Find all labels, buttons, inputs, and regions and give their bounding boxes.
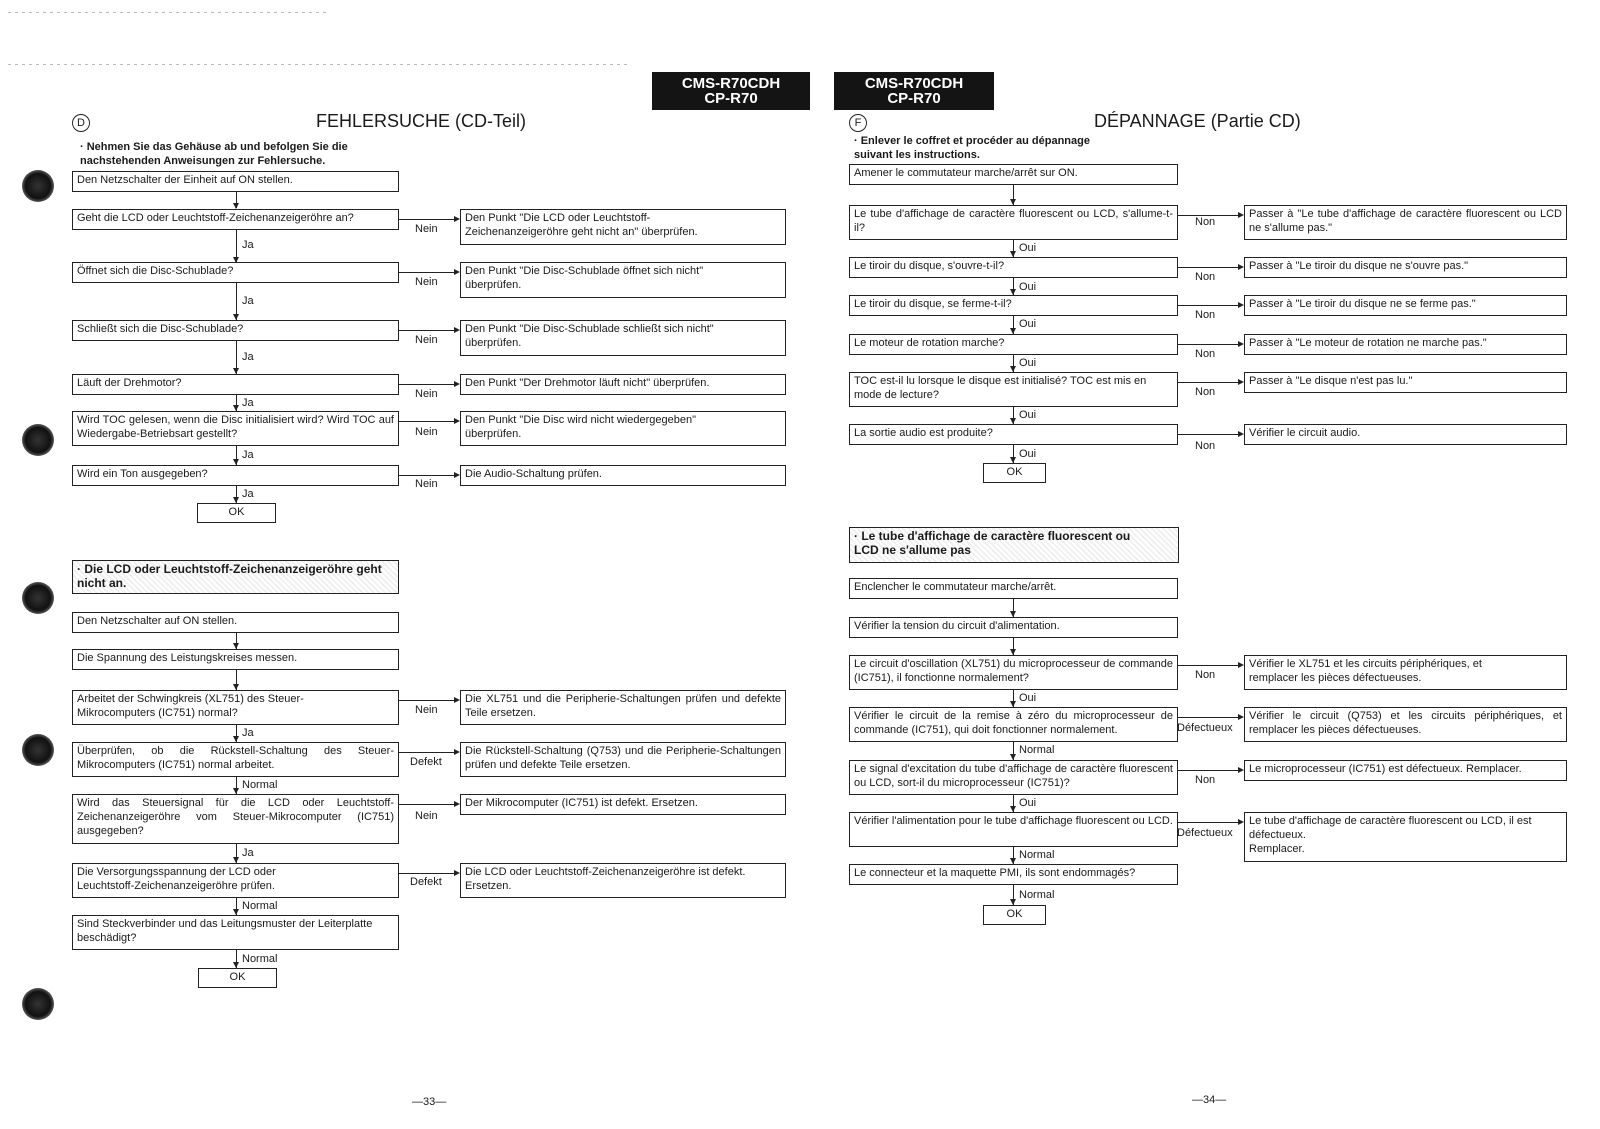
flow-action: Den Punkt "Die Disc-Schublade schließt sich nicht" überprüfen. bbox=[460, 320, 786, 356]
branch-label: Nein bbox=[415, 334, 438, 346]
flow-question: Le circuit d'oscillation (XL751) du microprocesseur de commande (IC751), il fonctionne normalement? bbox=[849, 655, 1178, 690]
binder-hole bbox=[22, 988, 54, 1020]
flow-question: Öffnet sich die Disc-Schublade? bbox=[72, 262, 399, 283]
flow-ok: OK bbox=[983, 463, 1046, 483]
branch-label: Nein bbox=[415, 478, 438, 490]
flow-question: Arbeitet der Schwingkreis (XL751) des Steuer- Mikrocomputers (IC751) normal? bbox=[72, 690, 399, 725]
flow-question: Le tiroir du disque, s'ouvre-t-il? bbox=[849, 257, 1178, 278]
flow-action: Die Audio-Schaltung prüfen. bbox=[460, 465, 786, 486]
section-heading: · Le tube d'affichage de caractère fluorescent ou LCD ne s'allume pas bbox=[849, 527, 1179, 563]
flow-question: Le signal d'excitation du tube d'affichage de caractère fluorescent ou LCD, sort-il du microprocesseur (IC751)? bbox=[849, 760, 1178, 795]
flow-action: Le tube d'affichage de caractère fluorescent ou LCD, il est défectueux. Remplacer. bbox=[1244, 812, 1567, 862]
branch-label: Defekt bbox=[410, 756, 442, 768]
flow-question: Vérifier le circuit de la remise à zéro du microprocesseur de commande (IC751), qui doit fonctionner normalement. bbox=[849, 707, 1178, 742]
flow-action: Le microprocesseur (IC751) est défectueux. Remplacer. bbox=[1244, 760, 1567, 781]
flow-question: Wird das Steuersignal für die LCD oder Leuchtstoff-Zeichenanzeigeröhre vom Steuer-Mikrocomputer (IC751) ausgegeben? bbox=[72, 794, 399, 844]
flow-action: Den Punkt "Die LCD oder Leuchtstoff- Zeichenanzeigeröhre geht nicht an" überprüfen. bbox=[460, 209, 786, 245]
branch-label: Nein bbox=[415, 704, 438, 716]
flow-action: Den Punkt "Der Drehmotor läuft nicht" überprüfen. bbox=[460, 374, 786, 395]
branch-label: Oui bbox=[1019, 281, 1037, 293]
branch-label: Non bbox=[1195, 216, 1216, 228]
branch-label: Normal bbox=[242, 779, 278, 791]
branch-label: Nein bbox=[415, 426, 438, 438]
branch-label: Nein bbox=[415, 223, 438, 235]
branch-label: Oui bbox=[1019, 318, 1037, 330]
flow-question: Wird TOC gelesen, wenn die Disc initialisiert wird? Wird TOC auf Wiedergabe-Betriebsart gestellt? bbox=[72, 411, 399, 446]
flow-step: Die Versorgungsspannung der LCD oder Leuchtstoff-Zeichenanzeigeröhre prüfen. bbox=[72, 863, 399, 898]
intro-text: · Nehmen Sie das Gehäuse ab und befolgen Sie die nachstehenden Anweisungen zur Fehlersuche. bbox=[80, 141, 348, 167]
section-letter: D bbox=[72, 114, 90, 132]
flow-ok: OK bbox=[983, 905, 1046, 925]
branch-label: Ja bbox=[242, 727, 254, 739]
scan-noise bbox=[8, 64, 628, 65]
branch-label: Non bbox=[1195, 774, 1216, 786]
branch-label: Oui bbox=[1019, 797, 1037, 809]
branch-label: Normal bbox=[1019, 744, 1055, 756]
branch-label: Nein bbox=[415, 388, 438, 400]
branch-label: Ja bbox=[242, 449, 254, 461]
binder-hole bbox=[22, 170, 54, 202]
flow-step: Vérifier la tension du circuit d'alimentation. bbox=[849, 617, 1178, 638]
branch-label: Non bbox=[1195, 386, 1216, 398]
flow-step: Den Netzschalter der Einheit auf ON stellen. bbox=[72, 171, 399, 192]
flow-action: Den Punkt "Die Disc-Schublade öffnet sich nicht" überprüfen. bbox=[460, 262, 786, 298]
flow-action: Die Rückstell-Schaltung (Q753) und die Peripherie-Schaltungen prüfen und defekte Teile ersetzen. bbox=[460, 742, 786, 777]
model-header-right: CMS-R70CDH CP-R70 bbox=[834, 72, 994, 110]
scan-noise bbox=[8, 12, 328, 13]
flow-action: Vérifier le XL751 et les circuits périphériques, et remplacer les pièces défectueuses. bbox=[1244, 655, 1567, 690]
flow-step: Die Spannung des Leistungskreises messen. bbox=[72, 649, 399, 670]
flow-action: Passer à "Le tiroir du disque ne s'ouvre pas." bbox=[1244, 257, 1567, 278]
branch-label: Normal bbox=[1019, 849, 1055, 861]
flow-action: Der Mikrocomputer (IC751) ist defekt. Ersetzen. bbox=[460, 794, 786, 815]
page-title: FEHLERSUCHE (CD-Teil) bbox=[316, 111, 527, 131]
flow-question: Schließt sich die Disc-Schublade? bbox=[72, 320, 399, 341]
page-title: DÉPANNAGE (Partie CD) bbox=[1094, 111, 1301, 131]
branch-label: Ja bbox=[242, 239, 254, 251]
flow-action: Passer à "Le tiroir du disque ne se ferme pas." bbox=[1244, 295, 1567, 316]
branch-label: Normal bbox=[1019, 889, 1055, 901]
branch-label: Oui bbox=[1019, 242, 1037, 254]
branch-label: Défectueux bbox=[1177, 722, 1233, 734]
flow-question: La sortie audio est produite? bbox=[849, 424, 1178, 445]
flow-question: Wird ein Ton ausgegeben? bbox=[72, 465, 399, 486]
flow-question: Le tube d'affichage de caractère fluorescent ou LCD, s'allume-t-il? bbox=[849, 205, 1178, 240]
page-number: —33— bbox=[412, 1096, 447, 1108]
flow-question: Le moteur de rotation marche? bbox=[849, 334, 1178, 355]
binder-hole bbox=[22, 734, 54, 766]
flow-question: Läuft der Drehmotor? bbox=[72, 374, 399, 395]
branch-label: Ja bbox=[242, 397, 254, 409]
branch-label: Non bbox=[1195, 309, 1216, 321]
branch-label: Non bbox=[1195, 271, 1216, 283]
page-number: —34— bbox=[1192, 1094, 1227, 1106]
model-header-left: CMS-R70CDH CP-R70 bbox=[652, 72, 810, 110]
flow-question: Überprüfen, ob die Rückstell-Schaltung des Steuer-Mikrocomputers (IC751) normal arbeitet. bbox=[72, 742, 399, 777]
intro-text: · Enlever le coffret et procéder au dépannage suivant les instructions. bbox=[854, 135, 1090, 161]
branch-label: Oui bbox=[1019, 357, 1037, 369]
branch-label: Non bbox=[1195, 348, 1216, 360]
branch-label: Ja bbox=[242, 295, 254, 307]
flow-question: Geht die LCD oder Leuchtstoff-Zeichenanzeigeröhre an? bbox=[72, 209, 399, 230]
flow-action: Passer à "Le moteur de rotation ne marche pas." bbox=[1244, 334, 1567, 355]
flow-action: Vérifier le circuit audio. bbox=[1244, 424, 1567, 445]
flow-ok: OK bbox=[198, 968, 277, 988]
binder-hole bbox=[22, 582, 54, 614]
branch-label: Non bbox=[1195, 440, 1216, 452]
flow-ok: OK bbox=[197, 503, 276, 523]
branch-label: Nein bbox=[415, 276, 438, 288]
branch-label: Normal bbox=[242, 953, 278, 965]
flow-question: Sind Steckverbinder und das Leitungsmuster der Leiterplatte beschädigt? bbox=[72, 915, 399, 950]
flow-action: Die LCD oder Leuchtstoff-Zeichenanzeigeröhre ist defekt. Ersetzen. bbox=[460, 863, 786, 898]
binder-hole bbox=[22, 424, 54, 456]
section-heading: · Die LCD oder Leuchtstoff-Zeichenanzeigeröhre geht nicht an. bbox=[72, 560, 399, 594]
flow-question: Le tiroir du disque, se ferme-t-il? bbox=[849, 295, 1178, 316]
branch-label: Oui bbox=[1019, 692, 1037, 704]
flow-action: Vérifier le circuit (Q753) et les circuits périphériques, et remplacer les pièces défectueuses. bbox=[1244, 707, 1567, 742]
flow-action: Passer à "Le disque n'est pas lu." bbox=[1244, 372, 1567, 393]
branch-label: Nein bbox=[415, 810, 438, 822]
flow-question: Le connecteur et la maquette PMI, ils sont endommagés? bbox=[849, 864, 1178, 885]
flow-action: Passer à "Le tube d'affichage de caractère fluorescent ou LCD ne s'allume pas." bbox=[1244, 205, 1567, 240]
branch-label: Ja bbox=[242, 847, 254, 859]
flow-action: Die XL751 und die Peripherie-Schaltungen prüfen und defekte Teile ersetzen. bbox=[460, 690, 786, 725]
branch-label: Ja bbox=[242, 351, 254, 363]
flow-step: Enclencher le commutateur marche/arrêt. bbox=[849, 578, 1178, 599]
branch-label: Normal bbox=[242, 900, 278, 912]
branch-label: Oui bbox=[1019, 448, 1037, 460]
branch-label: Defekt bbox=[410, 876, 442, 888]
flow-step: Den Netzschalter auf ON stellen. bbox=[72, 612, 399, 633]
flow-action: Den Punkt "Die Disc wird nicht wiedergegeben" überprüfen. bbox=[460, 411, 786, 446]
flow-question: Vérifier l'alimentation pour le tube d'affichage fluorescent ou LCD. bbox=[849, 812, 1178, 847]
flow-question: TOC est-il lu lorsque le disque est initialisé? TOC est mis en mode de lecture? bbox=[849, 372, 1178, 407]
section-letter: F bbox=[849, 114, 867, 132]
branch-label: Ja bbox=[242, 488, 254, 500]
flow-step: Amener le commutateur marche/arrêt sur ON. bbox=[849, 164, 1178, 185]
branch-label: Oui bbox=[1019, 409, 1037, 421]
branch-label: Non bbox=[1195, 669, 1216, 681]
branch-label: Défectueux bbox=[1177, 827, 1233, 839]
